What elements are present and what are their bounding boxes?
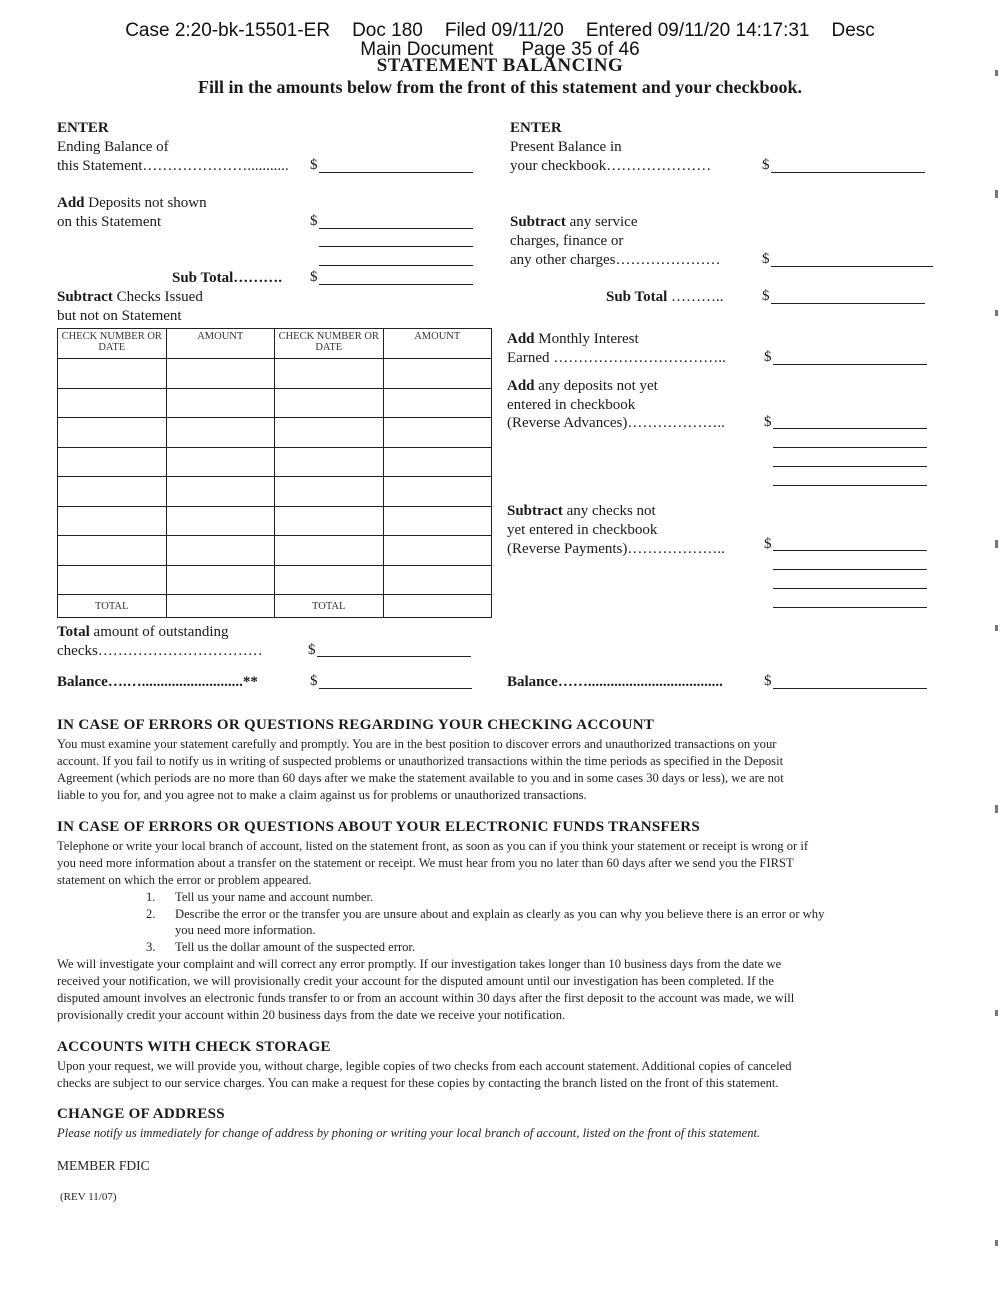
total-keyword: Total: [57, 624, 90, 640]
page-subtitle: Fill in the amounts below from the front of this statement and your checkbook.: [197, 77, 802, 97]
check-cell[interactable]: [275, 565, 384, 595]
check-cell[interactable]: [275, 418, 384, 448]
errors-eft-line: statement on which the error or problem appeared.: [57, 873, 312, 887]
dollar-sign: $: [310, 673, 318, 689]
dollar-sign: $: [762, 157, 770, 173]
member-fdic: MEMBER FDIC: [57, 1158, 150, 1173]
table-row: [58, 359, 492, 389]
reverse-payments-field-2[interactable]: [773, 569, 927, 570]
column-header: AMOUNT: [166, 329, 275, 359]
amount-cell[interactable]: [383, 477, 492, 507]
column-header: AMOUNT: [383, 329, 492, 359]
amount-cell[interactable]: [166, 447, 275, 477]
filed-date: Filed 09/11/20: [444, 20, 564, 41]
add-keyword: Add: [507, 331, 535, 347]
list-item-number: 3.: [146, 940, 156, 954]
revision-note: (REV 11/07): [60, 1191, 117, 1203]
service-charges-field[interactable]: [771, 266, 933, 267]
reverse-advances-field-1[interactable]: [773, 428, 927, 429]
scan-mark: [995, 1010, 998, 1016]
reverse-payments-text: any checks not: [562, 503, 656, 519]
investigation-line: We will investigate your complaint and will correct any error promptly. If our investigation takes longer than 10 business days from the date we: [57, 957, 782, 971]
scan-mark: [995, 1240, 998, 1246]
left-balance-field[interactable]: [319, 688, 472, 689]
add-deposits-label-2: on this Statement: [57, 214, 162, 230]
left-subtotal-field[interactable]: [319, 284, 473, 285]
reverse-payments-label-1: [507, 502, 656, 521]
check-cell[interactable]: [58, 477, 167, 507]
subtract-charges-label-3: any other charges…………………: [510, 252, 721, 268]
dollar-sign: $: [764, 349, 772, 365]
amount-cell[interactable]: [383, 565, 492, 595]
reverse-advances-field-2[interactable]: [773, 447, 927, 448]
errors-checking-line: You must examine your statement carefully and promptly. You are in the best position to discover errors and unauthorized transactions on your: [57, 737, 777, 751]
scan-mark: [995, 190, 998, 198]
ending-balance-field[interactable]: [319, 172, 473, 173]
check-cell[interactable]: [275, 536, 384, 566]
table-row: [58, 477, 492, 507]
errors-eft-heading: IN CASE OF ERRORS OR QUESTIONS ABOUT YOUR ELECTRONIC FUNDS TRANSFERS: [57, 819, 701, 835]
check-cell[interactable]: [275, 359, 384, 389]
errors-eft-line: you need more information about a transfer on the statement or receipt. We must hear from you no later than 60 days after we send you the FIRST: [57, 856, 794, 870]
table-header-row: [58, 329, 492, 359]
reverse-advances-field-3[interactable]: [773, 466, 927, 467]
check-cell[interactable]: [58, 359, 167, 389]
reverse-advances-field-4[interactable]: [773, 485, 927, 486]
check-cell[interactable]: [275, 388, 384, 418]
check-cell[interactable]: [58, 506, 167, 536]
right-enter-heading: ENTER: [510, 120, 562, 136]
subtract-keyword: Subtract: [57, 289, 113, 305]
check-storage-line: checks are subject to our service charges. You can make a request for these copies by contacting the branch listed on the front of this statement.: [57, 1076, 779, 1090]
present-balance-label-1: Present Balance in: [510, 139, 622, 155]
total-outstanding-label-2: checks……………………………: [57, 643, 263, 659]
amount-cell[interactable]: [383, 388, 492, 418]
subtract-keyword: Subtract: [507, 503, 563, 519]
reverse-advances-label-2: entered in checkbook: [507, 397, 636, 413]
total-label-cell: TOTAL: [58, 595, 167, 618]
entered-date: Entered 09/11/20 14:17:31: [585, 20, 810, 41]
errors-eft-line: Telephone or write your local branch of account, listed on the statement front, as soon as you can if you think your statement or receipt is wrong or if: [57, 839, 809, 853]
reverse-advances-label-3: (Reverse Advances)………………..: [507, 415, 725, 431]
add-deposits-label-1: [57, 194, 207, 213]
dollar-sign: $: [310, 213, 318, 229]
deposits-field-2[interactable]: [319, 246, 473, 247]
reverse-advances-text: any deposits not yet: [534, 378, 658, 394]
page-number: Page 35 of 46: [521, 39, 640, 60]
errors-checking-heading: IN CASE OF ERRORS OR QUESTIONS REGARDING YOUR CHECKING ACCOUNT: [57, 717, 655, 733]
amount-cell[interactable]: [383, 359, 492, 389]
total-amount-cell[interactable]: [166, 595, 275, 618]
list-item-number: 1.: [146, 890, 156, 904]
page-title: STATEMENT BALANCING: [376, 55, 624, 76]
check-cell[interactable]: [275, 506, 384, 536]
right-balance-field[interactable]: [773, 688, 927, 689]
amount-cell[interactable]: [166, 359, 275, 389]
list-item: Tell us your name and account number.: [175, 890, 374, 904]
amount-cell[interactable]: [166, 477, 275, 507]
scan-mark: [995, 540, 998, 548]
list-item-number: 2.: [146, 907, 156, 921]
check-cell[interactable]: [275, 477, 384, 507]
table-row: [58, 536, 492, 566]
scan-mark: [995, 625, 998, 631]
reverse-payments-label-3: (Reverse Payments)………………..: [507, 541, 725, 557]
total-amount-cell[interactable]: [383, 595, 492, 618]
change-address-text: Please notify us immediately for change of address by phoning or writing your local branch of account, listed on the front of this statement.: [57, 1126, 761, 1140]
reverse-payments-field-3[interactable]: [773, 588, 927, 589]
investigation-line: disputed amount involves an electronic funds transfer to or from an account within 30 days after the first deposit to the account was made, we will: [57, 991, 795, 1005]
monthly-interest-label-1: [507, 330, 639, 349]
table-row: [58, 506, 492, 536]
check-cell[interactable]: [58, 388, 167, 418]
amount-cell[interactable]: [166, 388, 275, 418]
case-number: Case 2:20-bk-15501-ER: [125, 20, 331, 41]
errors-checking-line: liable to you for, and you agree not to make a claim against us for problems or unauthorized transactions.: [57, 788, 587, 802]
check-storage-heading: ACCOUNTS WITH CHECK STORAGE: [57, 1039, 331, 1055]
subtotal-dots: ………..: [667, 289, 724, 305]
right-subtotal-field[interactable]: [771, 303, 925, 304]
dollar-sign: $: [310, 269, 318, 285]
reverse-payments-label-2: yet entered in checkbook: [507, 522, 658, 538]
dollar-sign: $: [310, 157, 318, 173]
errors-checking-line: account. If you fail to notify us in writing of suspected problems or unauthorized transactions within the time periods as specified in the Deposit: [57, 754, 784, 768]
add-keyword: Add: [507, 378, 535, 394]
monthly-interest-label-2: Earned ……………………………..: [507, 350, 726, 366]
reverse-advances-label-1: [507, 377, 658, 396]
amount-cell[interactable]: [166, 506, 275, 536]
add-deposits-text: Deposits not shown: [84, 195, 207, 211]
total-label-cell: TOTAL: [275, 595, 384, 618]
check-cell[interactable]: [58, 447, 167, 477]
amount-cell[interactable]: [383, 447, 492, 477]
amount-cell[interactable]: [383, 506, 492, 536]
change-address-heading: CHANGE OF ADDRESS: [57, 1106, 225, 1122]
amount-cell[interactable]: [166, 418, 275, 448]
reverse-payments-field-4[interactable]: [773, 607, 927, 608]
dollar-sign: $: [762, 288, 770, 304]
deposits-field-1[interactable]: [319, 228, 473, 229]
reverse-payments-field-1[interactable]: [773, 550, 927, 551]
check-storage-line: Upon your request, we will provide you, without charge, legible copies of two checks from each account statement. Additional copies of canceled: [57, 1059, 792, 1073]
investigation-line: provisionally credit your account within 20 business days from the date we receive your notification.: [57, 1008, 566, 1022]
monthly-interest-field[interactable]: [773, 364, 927, 365]
scan-mark: [995, 70, 998, 76]
list-item: Tell us the dollar amount of the suspected error.: [175, 940, 416, 954]
ending-balance-label-1: Ending Balance of: [57, 139, 169, 155]
total-outstanding-text: amount of outstanding: [89, 624, 229, 640]
total-outstanding-field[interactable]: [317, 656, 471, 657]
present-balance-label-2: your checkbook…………………: [510, 158, 712, 174]
table-total-row: [58, 595, 492, 618]
check-cell[interactable]: [58, 536, 167, 566]
subtract-checks-label-1: [57, 288, 203, 307]
check-cell[interactable]: [58, 418, 167, 448]
total-outstanding-label-1: [57, 623, 229, 642]
check-cell[interactable]: [275, 447, 384, 477]
list-item: Describe the error or the transfer you are unsure about and explain as clearly as you can why you believe there is an error or why: [175, 907, 825, 921]
subtract-charges-label-1: [510, 213, 637, 232]
ending-balance-label-2: this Statement…………………...........: [57, 158, 289, 174]
right-balance-label: Balance……....................................: [507, 674, 723, 690]
main-document-label: Main Document: [360, 39, 494, 60]
doc-number: Doc 180: [352, 20, 423, 41]
deposits-field-3[interactable]: [319, 265, 473, 266]
dollar-sign: $: [764, 536, 772, 552]
left-enter-heading: ENTER: [57, 120, 109, 136]
dollar-sign: $: [308, 642, 316, 658]
add-keyword: Add: [57, 195, 85, 211]
subtract-checks-label-2: but not on Statement: [57, 308, 182, 324]
subtract-keyword: Subtract: [510, 214, 566, 230]
dollar-sign: $: [762, 251, 770, 267]
table-row: [58, 447, 492, 477]
dollar-sign: $: [764, 673, 772, 689]
subtotal-keyword: Sub Total: [606, 289, 668, 305]
dollar-sign: $: [764, 414, 772, 430]
check-cell[interactable]: [58, 565, 167, 595]
present-balance-field[interactable]: [771, 172, 925, 173]
column-header: CHECK NUMBER OR DATE: [275, 329, 384, 359]
investigation-line: received your notification, we will provisionally credit your account for the disputed amount until our investigation has been completed. If the: [57, 974, 774, 988]
table-row: [58, 418, 492, 448]
amount-cell[interactable]: [166, 565, 275, 595]
scan-mark: [995, 805, 998, 813]
subtract-charges-label-2: charges, finance or: [510, 233, 624, 249]
list-item-continued: you need more information.: [175, 923, 316, 937]
amount-cell[interactable]: [383, 536, 492, 566]
desc-label: Desc: [831, 20, 875, 41]
table-row: [58, 388, 492, 418]
scan-mark: [995, 310, 998, 316]
left-balance-label: Balance….…...........................**: [57, 674, 258, 690]
monthly-interest-text: Monthly Interest: [534, 331, 639, 347]
outstanding-checks-table: [57, 328, 492, 618]
subtract-checks-text: Checks Issued: [112, 289, 203, 305]
left-subtotal-label: Sub Total……….: [172, 270, 283, 286]
amount-cell[interactable]: [166, 536, 275, 566]
table-row: [58, 565, 492, 595]
column-header: CHECK NUMBER OR DATE: [58, 329, 167, 359]
right-subtotal-label: [606, 288, 724, 307]
errors-checking-line: Agreement (which periods are no more than 60 days after we make the statement available to you and in some cases 30 days or less), we are not: [57, 771, 784, 785]
subtract-charges-text: any service: [565, 214, 638, 230]
amount-cell[interactable]: [383, 418, 492, 448]
